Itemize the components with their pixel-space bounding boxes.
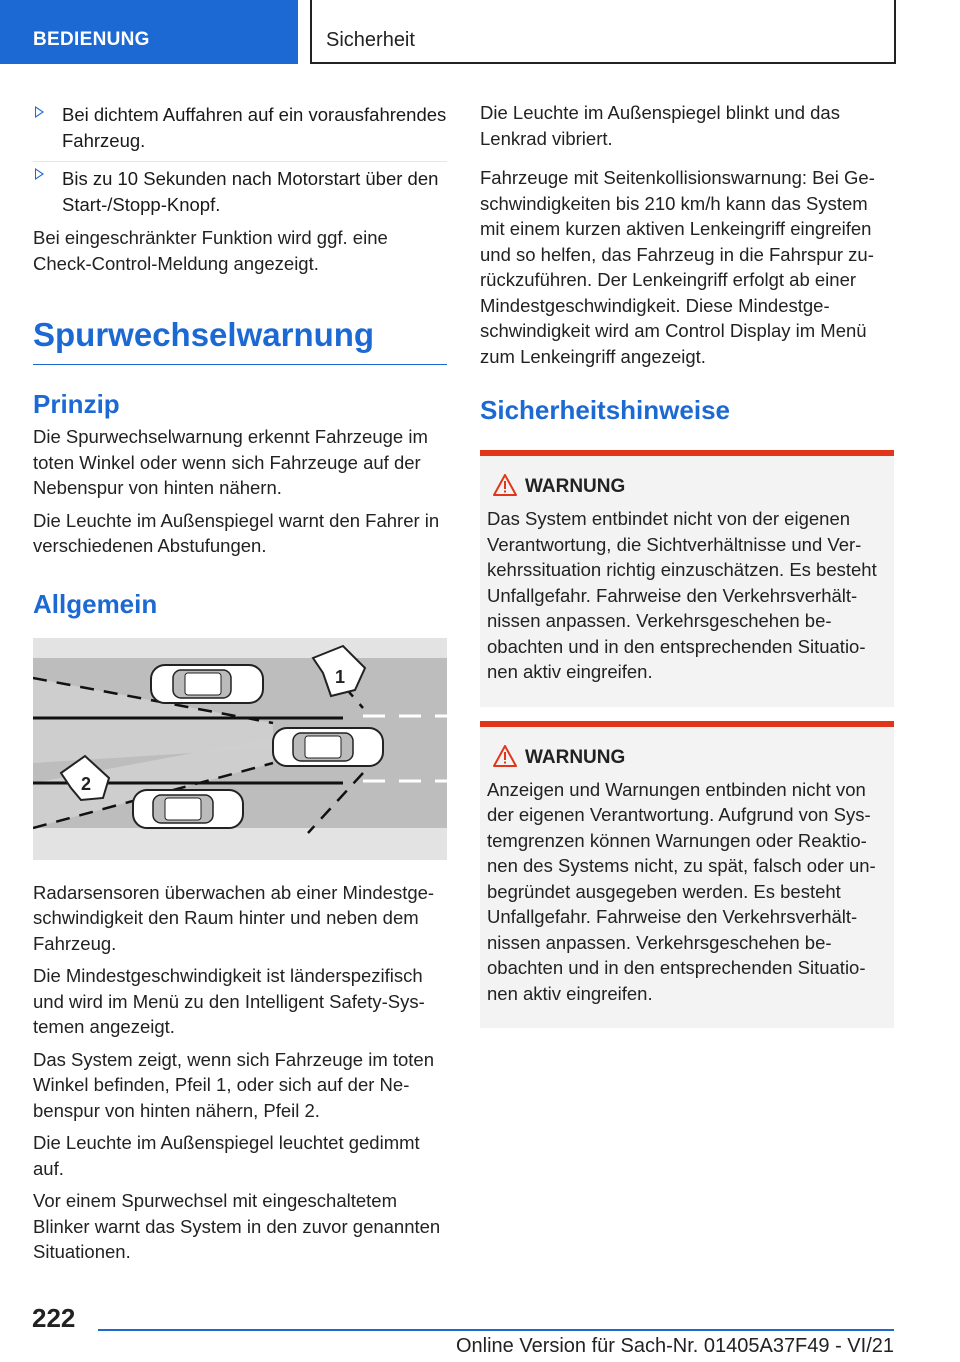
left-column: [33, 100, 447, 1272]
chapter-title: Sicherheit: [310, 0, 896, 64]
warning-title: WARNUNG: [487, 476, 887, 498]
warning-box-2: [480, 721, 894, 1029]
paragraph-general-5: Vor einem Spurwechsel mit eingeschaltetem Blinker warnt das System in den zuvor genannten Situationen.: [33, 1190, 441, 1262]
page-number: 222: [32, 1303, 76, 1333]
list-item: Bei dichtem Auffahren auf ein vorausfahrendes Fahrzeug.: [33, 100, 447, 153]
paragraph-principle-2: Die Leuchte im Außenspiegel warnt den Fahrer in verschiedenen Abstufungen.: [33, 509, 440, 556]
warning-title: WARNUNG: [487, 747, 887, 769]
triangle-bullet-icon: [35, 168, 44, 180]
warning-box-1: [480, 450, 894, 707]
footer-divider: [98, 1329, 894, 1331]
heading-principle: Prinzip: [33, 389, 120, 419]
heading-general: Allgemein: [33, 588, 158, 619]
paragraph-general-4: Die Leuchte im Außenspiegel leuchtet gedimmt auf.: [33, 1132, 420, 1179]
paragraph-mirror-light: Die Leuchte im Außenspiegel blinkt und das Lenkrad vibriert.: [480, 102, 840, 149]
lane-change-illustration: [33, 638, 447, 860]
paragraph-limited-function: Bei eingeschränkter Funktion wird ggf. eine Check-Control-Meldung angezeigt.: [33, 227, 388, 274]
triangle-bullet-icon: [35, 106, 44, 118]
warning-text: Anzeigen und Warnungen entbinden nicht von der eigenen Verantwortung. Aufgrund von Systemgrenzen können Warnungen oder Reaktionen des Systems nicht, zu spät, falsch oder unbegründet ausgegeben werden. Es besteht Unfallgefahr. Fahrweise den Verkehrsverhältnissen anpassen. Verkehrsgeschehen beobachten und in den entsprechenden Situationen aktiv eingreifen.: [487, 778, 876, 1004]
list-item: Bis zu 10 Sekunden nach Motorstart über den Start-/Stopp-Knopf.: [33, 161, 447, 217]
arrow-1-label: 1: [335, 666, 346, 687]
heading-safety-notes: Sicherheitshinweise: [480, 395, 730, 425]
paragraph-general-3: Das System zeigt, wenn sich Fahrzeuge im toten Winkel befinden, Pfeil 1, oder sich auf der Nebenspur von hinten nähern, Pfeil 2.: [33, 1048, 435, 1121]
right-column: [480, 100, 894, 1028]
paragraph-general-1: Radarsensoren überwachen ab einer Mindestgeschwindigkeit den Raum hinter und neben dem Fahrzeug.: [33, 881, 435, 954]
section-tab: BEDIENUNG: [0, 0, 298, 64]
paragraph-principle-1: Die Spurwechselwarnung erkennt Fahrzeuge im toten Winkel oder wenn sich Fahrzeuge auf der Nebenspur von hinten nähern.: [33, 426, 428, 498]
warning-triangle-icon: [493, 745, 517, 767]
warning-triangle-icon: [493, 474, 517, 496]
footer-version: Online Version für Sach-Nr. 01405A37F49 - VI/21: [455, 1335, 894, 1357]
paragraph-side-collision: Fahrzeuge mit Seitenkollisionswarnung: Bei Geschwindigkeiten bis 210 km/h kann das System mit einem kurzen aktiven Lenkeingriff eingreifen und so helfen, das Fahrzeug in die Fahrspur zurückzuführen. Der Lenkeingriff erfolgt ab einer Mindestgeschwindigkeit. Diese Mindestgeschwindigkeit wird am Control Display im Menü zum Lenkeingriff angezeigt.: [480, 167, 875, 367]
warning-text: Das System entbindet nicht von der eigenen Verantwortung, die Sichtverhältnisse und Verkehrssituation richtig einzuschätzen. Es besteht Unfallgefahr. Fahrweise den Verkehrsverhältnissen anpassen. Verkehrsgeschehen beobachten und in den entsprechenden Situationen aktiv eingreifen.: [487, 508, 877, 682]
heading-lane-change-warning: Spurwechselwarnung: [33, 316, 447, 365]
arrow-2-label: 2: [81, 773, 92, 794]
paragraph-general-2: Die Mindestgeschwindigkeit ist länderspezifisch und wird im Menü zu den Intelligent Safety-Systemen angezeigt.: [33, 965, 425, 1037]
bullet-list: [33, 100, 447, 217]
